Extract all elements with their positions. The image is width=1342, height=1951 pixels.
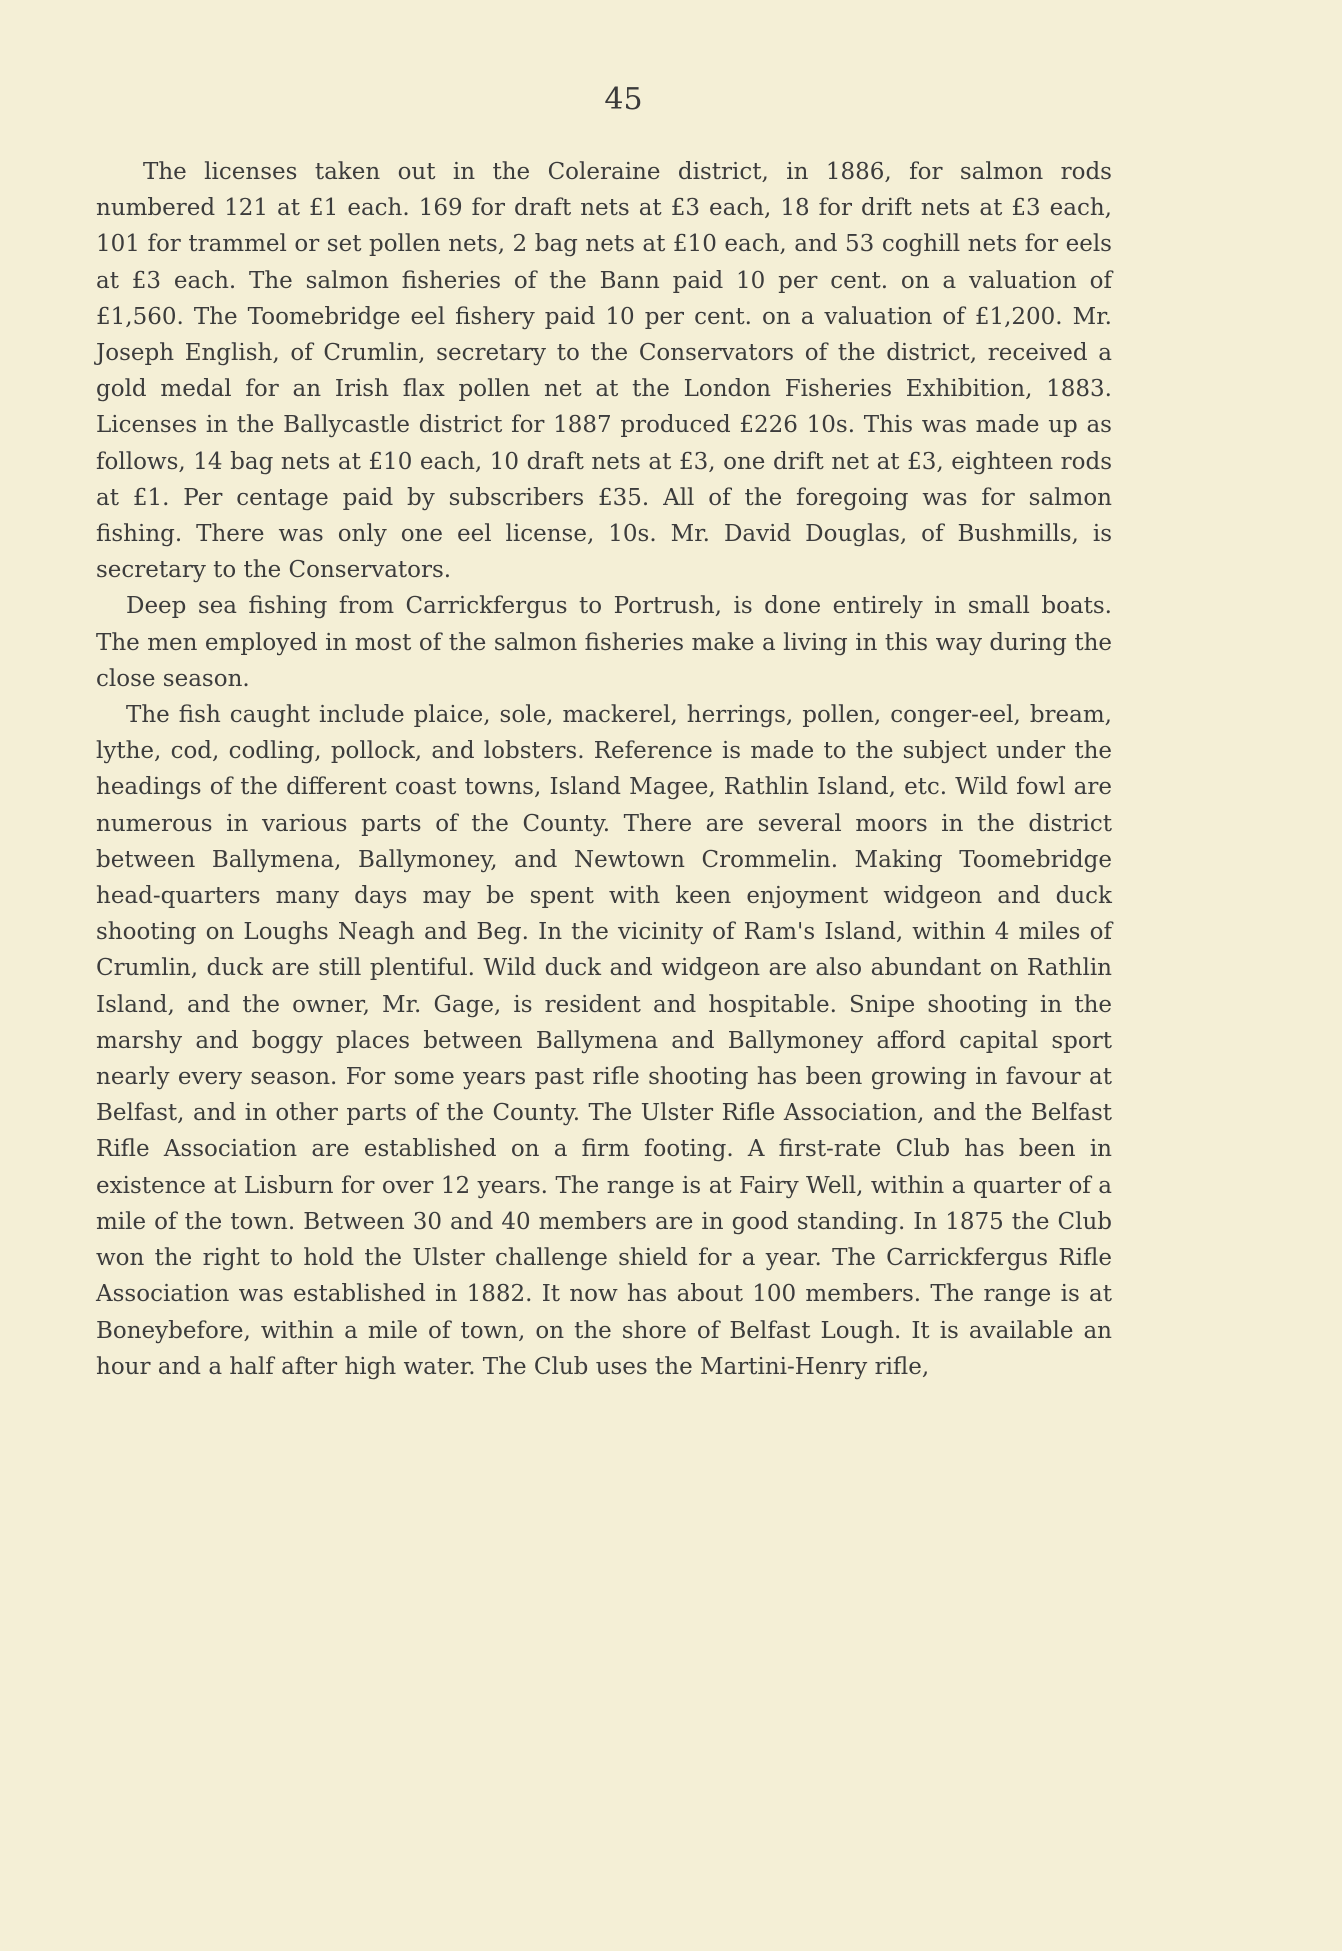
body-text [96,154,1112,1385]
paragraph-deep-sea-fishing: Deep sea fishing from Carrickfergus to Portrush, is done entirely in small boats. The men employed in most of the salmon fisheries make a living in this way during the close season. [96,593,1112,692]
paragraph-fish-and-shooting: The fish caught include plaice, sole, mackerel, herrings, pollen, conger-eel, bream, lythe, cod, codling, pollock, and lobsters. Reference is made to the subject under the headings of the different coast towns, Island Magee, Rathlin Island, etc. Wild fowl are numerous in various parts of the County. There are several moors in the district between Ballymena, Ballymoney, and Newtown Crommelin. Making Toomebridge head-quarters many days may be spent with keen enjoyment widgeon and duck shooting on Loughs Neagh and Beg. In the vicinity of Ram's Island, within 4 miles of Crumlin, duck are still plentiful. Wild duck and widgeon are also abundant on Rathlin Island, and the owner, Mr. Gage, is resident and hospitable. Snipe shooting in the marshy and boggy places between Ballymena and Ballymoney afford capital sport nearly every season. For some years past rifle shooting has been growing in favour at Belfast, and in other parts of the County. The Ulster Rifle Association, and the Belfast Rifle Association are established on a firm footing. A first-rate Club has been in existence at Lisburn for over 12 years. The range is at Fairy Well, within a quarter of a mile of the town. Between 30 and 40 members are in good standing. In 1875 the Club won the right to hold the Ulster challenge shield for a year. The Carrickfergus Rifle Association was established in 1882. It now has about 100 members. The range is at Boneybefore, within a mile of town, on the shore of Belfast Lough. It is available an hour and a half after high water. The Club uses the Martini-Henry rifle, [96,702,1112,1380]
paragraph-licenses: The licenses taken out in the Coleraine district, in 1886, for salmon rods numbered 121 at £1 each. 169 for draft nets at £3 each, 18 for drift nets at £3 each, 101 for trammel or set pollen nets, 2 bag nets at £10 each, and 53 coghill nets for eels at £3 each. The salmon fisheries of the Bann paid 10 per cent. on a valuation of £1,560. The Toomebridge eel fishery paid 10 per cent. on a valuation of £1,200. Mr. Joseph English, of Crumlin, secretary to the Conservators of the district, received a gold medal for an Irish flax pollen net at the London Fisheries Exhibition, 1883. Licenses in the Ballycastle district for 1887 produced £226 10s. This was made up as follows, 14 bag nets at £10 each, 10 draft nets at £3, one drift net at £3, eighteen rods at £1. Per centage paid by subscribers £35. All of the foregoing was for salmon fishing. There was only one eel license, 10s. Mr. David Douglas, of Bushmills, is secretary to the Conservators. [96,159,1112,584]
page-number: 45 [604,82,643,117]
